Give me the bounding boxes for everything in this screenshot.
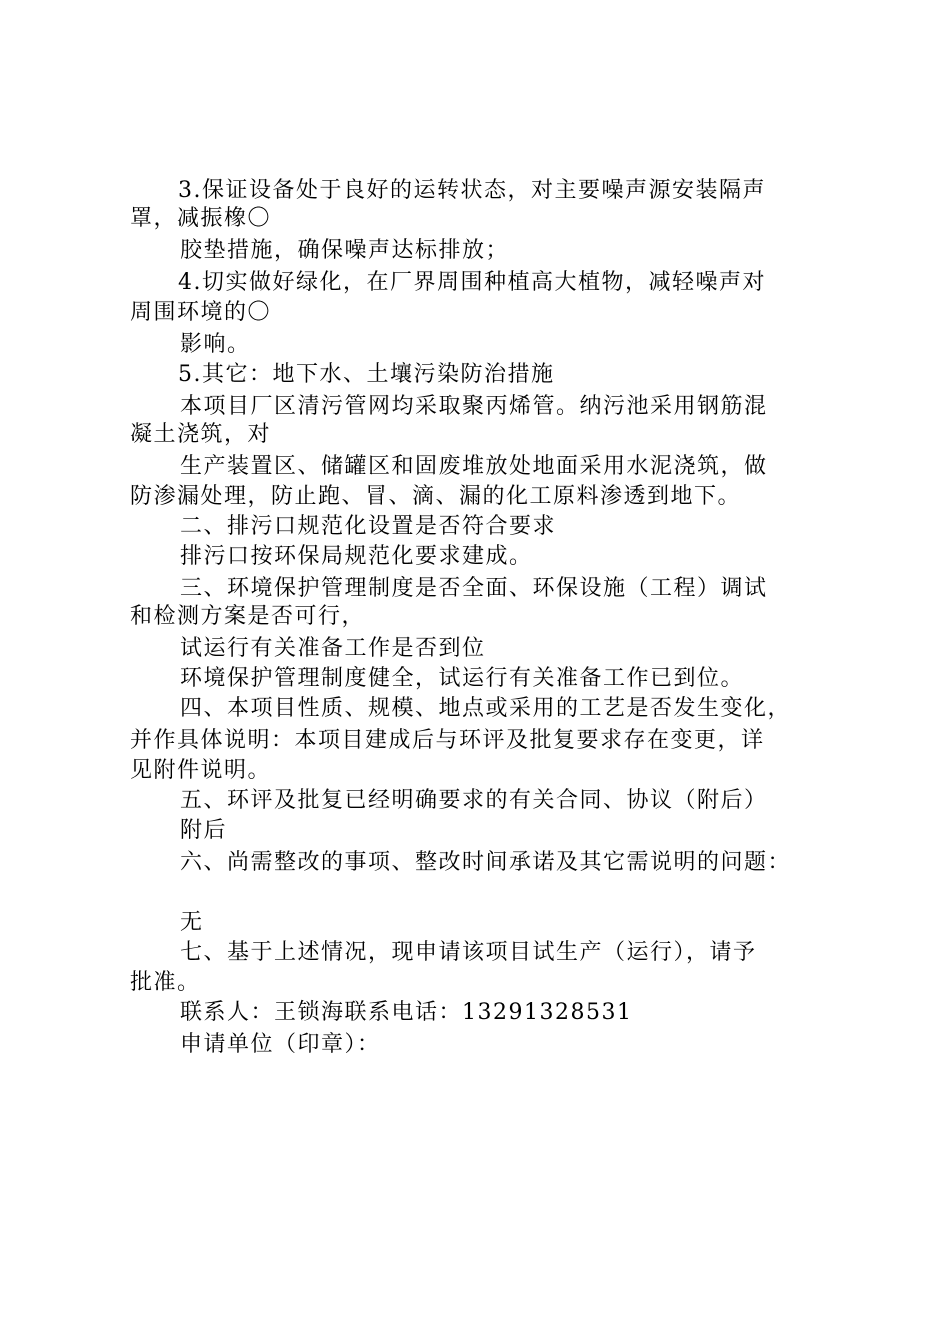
text-line: 罩，减振橡〇 bbox=[130, 206, 272, 231]
section-heading: 四、本项目性质、规模、地点或采用的工艺是否发生变化， bbox=[180, 696, 792, 721]
text-line: 4.切实做好绿化，在厂界周围种植高大植物，减轻噪声对 bbox=[178, 270, 766, 295]
text-line: 并作具体说明：本项目建成后与环评及批复要求存在变更，详 bbox=[130, 728, 765, 753]
text-line: 本项目厂区清污管网均采取聚丙烯管。纳污池采用钢筋混 bbox=[180, 394, 768, 419]
text-line: 环境保护管理制度健全，试运行有关准备工作已到位。 bbox=[180, 666, 745, 691]
contact-line: 联系人：王锁海联系电话：13291328531 bbox=[180, 1000, 633, 1025]
text-line: 批准。 bbox=[130, 970, 201, 995]
text-line: 试运行有关准备工作是否到位 bbox=[180, 636, 486, 661]
section-heading: 二、排污口规范化设置是否符合要求 bbox=[180, 514, 557, 539]
text-line: 无 bbox=[180, 910, 204, 935]
section-heading: 5.其它：地下水、土壤污染防治措施 bbox=[178, 362, 555, 387]
text-line: 防渗漏处理，防止跑、冒、滴、漏的化工原料渗透到地下。 bbox=[130, 484, 742, 509]
text-line: 生产装置区、储罐区和固废堆放处地面采用水泥浇筑，做 bbox=[180, 454, 768, 479]
text-line: 和检测方案是否可行， bbox=[130, 604, 366, 629]
text-line: 见附件说明。 bbox=[130, 758, 272, 783]
text-line: 影响。 bbox=[180, 332, 251, 357]
text-line: 附后 bbox=[180, 818, 228, 843]
text-line: 凝土浇筑，对 bbox=[130, 422, 272, 447]
section-heading: 七、基于上述情况，现申请该项目试生产（运行），请予 bbox=[180, 940, 757, 965]
text-line: 周围环境的〇 bbox=[130, 300, 272, 325]
text-line: 胶垫措施，确保噪声达标排放； bbox=[180, 238, 510, 263]
section-heading: 六、尚需整改的事项、整改时间承诺及其它需说明的问题： bbox=[180, 850, 792, 875]
applicant-seal-line: 申请单位（印章）： bbox=[180, 1032, 381, 1057]
text-line: 3.保证设备处于良好的运转状态，对主要噪声源安装隔声 bbox=[178, 178, 766, 203]
section-heading: 三、环境保护管理制度是否全面、环保设施（工程）调试 bbox=[180, 576, 768, 601]
section-heading: 五、环评及批复已经明确要求的有关合同、协议（附后） bbox=[180, 788, 768, 813]
text-line: 排污口按环保局规范化要求建成。 bbox=[180, 544, 533, 569]
